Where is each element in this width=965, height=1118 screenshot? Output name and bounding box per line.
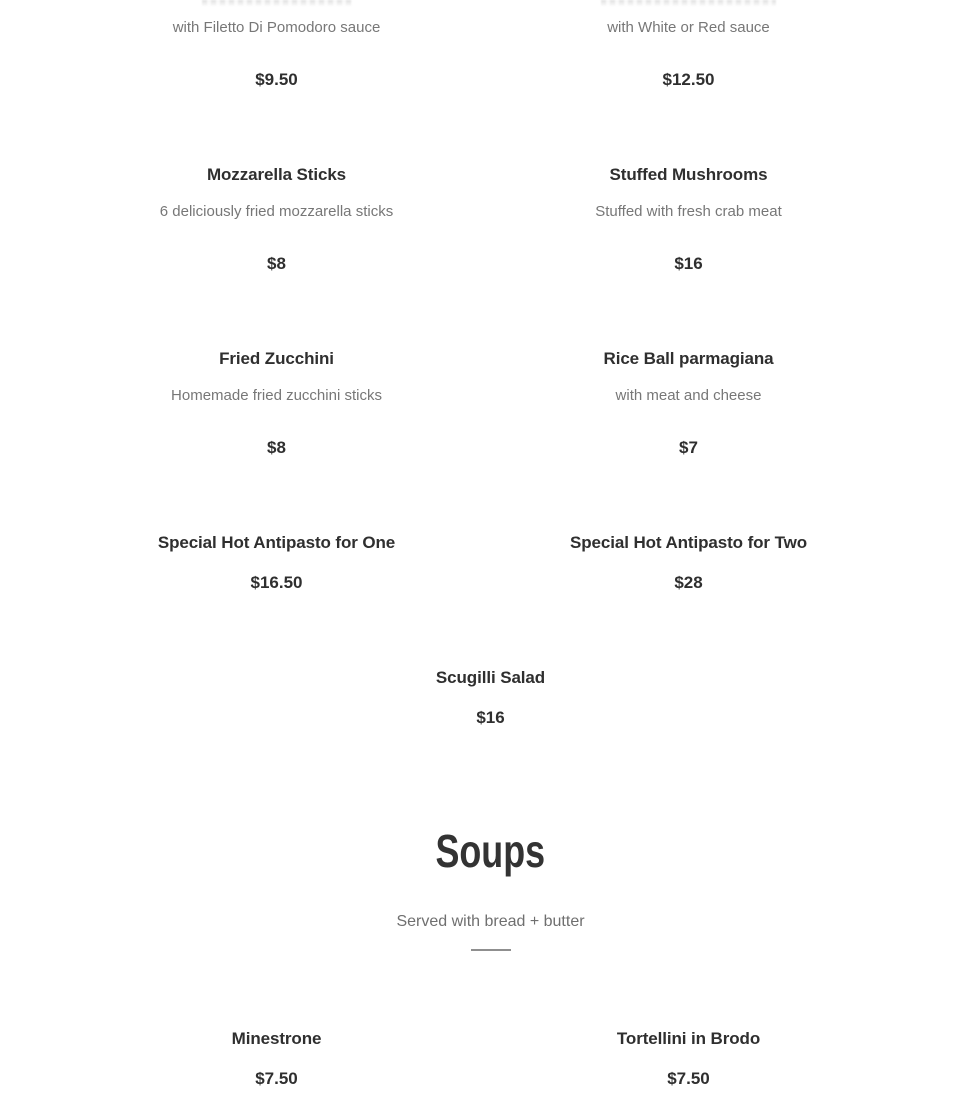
menu-item-price: $8 xyxy=(267,438,286,457)
clipped-title-remnant xyxy=(202,0,352,6)
section-divider xyxy=(471,949,511,951)
menu-row xyxy=(71,164,895,274)
menu-item xyxy=(483,1028,895,1089)
menu-row xyxy=(71,348,895,458)
menu-row xyxy=(71,532,895,593)
menu-item xyxy=(79,667,903,728)
menu-item-title: Special Hot Antipasto for Two xyxy=(570,533,807,552)
menu-item xyxy=(71,0,483,90)
menu-row xyxy=(71,0,895,90)
menu-item-price: $28 xyxy=(674,573,703,592)
menu-item-description: 6 deliciously fried mozzarella sticks xyxy=(159,203,394,220)
menu-item xyxy=(483,348,895,458)
menu-item xyxy=(483,532,895,593)
menu-item xyxy=(71,348,483,458)
menu-item-title: Special Hot Antipasto for One xyxy=(157,533,396,552)
section-heading-text: Soups xyxy=(435,825,546,877)
menu-item xyxy=(483,0,895,90)
clipped-title-remnant xyxy=(601,0,776,6)
menu-item-description: Homemade fried zucchini sticks xyxy=(171,387,382,404)
menu-item-title: Stuffed Mushrooms xyxy=(609,165,768,184)
menu-item xyxy=(71,164,483,274)
menu-item-price: $7 xyxy=(679,438,698,457)
menu-item-title: Tortellini in Brodo xyxy=(616,1029,761,1048)
menu-item-title: Fried Zucchini xyxy=(219,349,334,368)
menu-item-price: $12.50 xyxy=(662,70,715,89)
soups-section-header xyxy=(79,826,903,951)
menu-item-description: Stuffed with fresh crab meat xyxy=(595,203,782,220)
menu-row xyxy=(71,667,895,728)
section-subheading: Served with bread + butter xyxy=(396,913,585,930)
menu-item xyxy=(483,164,895,274)
menu-item-title: Mozzarella Sticks xyxy=(206,165,347,184)
menu-item xyxy=(71,532,483,593)
menu-item-description: with White or Red sauce xyxy=(607,19,770,36)
menu-item-price: $7.50 xyxy=(255,1069,298,1088)
menu-item-description: with meat and cheese xyxy=(615,387,762,404)
menu-item xyxy=(71,1028,483,1089)
menu-item-description: with Filetto Di Pomodoro sauce xyxy=(172,19,381,36)
menu-page xyxy=(71,0,895,1089)
menu-item-price: $16 xyxy=(674,254,703,273)
menu-item-price: $8 xyxy=(267,254,286,273)
menu-item-price: $16.50 xyxy=(250,573,303,592)
menu-row xyxy=(71,1028,895,1089)
menu-item-price: $7.50 xyxy=(667,1069,710,1088)
menu-item-title: Rice Ball parmagiana xyxy=(603,349,774,368)
menu-item-price: $16 xyxy=(476,708,505,727)
menu-item-title: Minestrone xyxy=(231,1029,322,1048)
menu-item-title: Scugilli Salad xyxy=(435,668,546,687)
section-heading xyxy=(79,826,903,885)
menu-item-price: $9.50 xyxy=(255,70,298,89)
